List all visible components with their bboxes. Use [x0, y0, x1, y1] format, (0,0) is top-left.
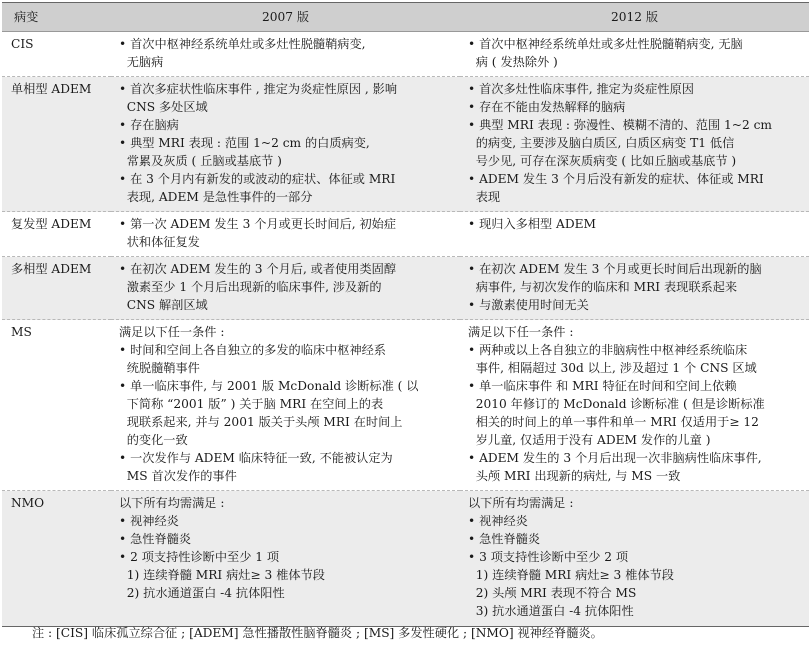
criteria-line: • 在初次 ADEM 发生的 3 个月后, 或者使用类固醇 [119, 262, 397, 276]
criteria-line: 满足以下任一条件 : [119, 325, 225, 339]
criteria-line: • ADEM 发生的 3 个月后出现一次非脑病性临床事件, [468, 451, 762, 465]
row-lesion-name: 单相型 ADEM [2, 77, 111, 212]
criteria-line: • 单一临床事件 和 MRI 特征在时间和空间上依赖 [468, 379, 737, 393]
row-lesion-name: CIS [2, 32, 111, 77]
cell-2012-criteria [460, 320, 809, 491]
table-row [2, 320, 809, 491]
row-lesion-name: NMO [2, 491, 111, 627]
cell-2007-criteria [111, 32, 460, 77]
header-2012: 2012 版 [460, 3, 809, 32]
criteria-line: 头颅 MRI 出现新的病灶, 与 MS 一致 [468, 469, 681, 483]
criteria-line: • ADEM 发生 3 个月后没有新发的症状、体征或 MRI [468, 172, 764, 186]
cell-2007-criteria [111, 77, 460, 212]
criteria-line: 2010 年修订的 McDonald 诊断标准 ( 但是诊断标准 [468, 397, 765, 411]
criteria-line: 以下所有均需满足 : [468, 496, 574, 510]
criteria-line: • 与激素使用时间无关 [468, 298, 589, 312]
criteria-line: 以下所有均需满足 : [119, 496, 225, 510]
criteria-line: CNS 多处区域 [119, 100, 208, 114]
comparison-table [2, 2, 809, 627]
criteria-line: 状和体征复发 [119, 235, 200, 249]
criteria-line: • 典型 MRI 表现 : 范围 1~2 cm 的白质病变, [119, 136, 370, 150]
criteria-line: • 在初次 ADEM 发生 3 个月或更长时间后出现新的脑 [468, 262, 762, 276]
criteria-line: • 典型 MRI 表现 : 弥漫性、模糊不清的、范围 1~2 cm [468, 118, 772, 132]
criteria-line: 相关的时间上的单一事件和单一 MRI 仅适用于≥ 12 [468, 415, 759, 429]
cell-2007-criteria [111, 212, 460, 257]
criteria-line: • 首次中枢神经系统单灶或多灶性脱髓鞘病变, 无脑 [468, 37, 743, 51]
table-row [2, 32, 809, 77]
criteria-line: 现联系起来, 并与 2001 版关于头颅 MRI 在时间上 [119, 415, 403, 429]
criteria-line: 事件, 相隔超过 30d 以上, 涉及超过 1 个 CNS 区域 [468, 361, 757, 375]
table-row [2, 77, 809, 212]
criteria-line: • 时间和空间上各自独立的多发的临床中枢神经系 [119, 343, 386, 357]
cell-2012-criteria [460, 32, 809, 77]
criteria-line: 1) 连续脊髓 MRI 病灶≥ 3 椎体节段 [468, 568, 674, 582]
criteria-line: • 存在不能由发热解释的脑病 [468, 100, 626, 114]
criteria-line: 无脑病 [119, 55, 164, 69]
criteria-line: 2) 抗水通道蛋白 -4 抗体阳性 [119, 586, 285, 600]
table-row [2, 212, 809, 257]
criteria-line: 统脱髓鞘事件 [119, 361, 200, 375]
table-row [2, 257, 809, 320]
header-2007: 2007 版 [111, 3, 460, 32]
table-footnote: 注 : [CIS] 临床孤立综合征 ; [ADEM] 急性播散性脑脊髓炎 ; [MS] 多发性硬化 ; [NMO] 视神经脊髓炎。 [32, 626, 603, 640]
table-body [2, 32, 809, 627]
cell-2012-criteria [460, 491, 809, 627]
criteria-line: • 视神经炎 [119, 514, 179, 528]
row-lesion-name: MS [2, 320, 111, 491]
criteria-line: 的病变, 主要涉及脑白质区, 白质区病变 T1 低信 [468, 136, 735, 150]
criteria-line: • 视神经炎 [468, 514, 528, 528]
criteria-line: 满足以下任一条件 : [468, 325, 574, 339]
table-header-row [2, 3, 809, 32]
criteria-line: • 2 项支持性诊断中至少 1 项 [119, 550, 280, 564]
criteria-line: 常累及灰质 ( 丘脑或基底节 ) [119, 154, 282, 168]
criteria-line: • 首次中枢神经系统单灶或多灶性脱髓鞘病变, [119, 37, 366, 51]
cell-2007-criteria [111, 491, 460, 627]
criteria-line: 病事件, 与初次发作的临床和 MRI 表现联系起来 [468, 280, 738, 294]
row-lesion-name: 多相型 ADEM [2, 257, 111, 320]
cell-2012-criteria [460, 257, 809, 320]
criteria-line: 激素至少 1 个月后出现新的临床事件, 涉及新的 [119, 280, 382, 294]
criteria-line: • 首次多灶性临床事件, 推定为炎症性原因 [468, 82, 694, 96]
criteria-line: 3) 抗水通道蛋白 -4 抗体阳性 [468, 604, 634, 618]
criteria-line: 1) 连续脊髓 MRI 病灶≥ 3 椎体节段 [119, 568, 325, 582]
criteria-line: • 第一次 ADEM 发生 3 个月或更长时间后, 初始症 [119, 217, 397, 231]
criteria-line: CNS 解剖区域 [119, 298, 208, 312]
criteria-line: 岁儿童, 仅适用于没有 ADEM 发作的儿童 ) [468, 433, 711, 447]
criteria-line: • 急性脊髓炎 [468, 532, 541, 546]
cell-2012-criteria [460, 212, 809, 257]
table-row [2, 491, 809, 627]
criteria-line: 下简称 “2001 版” ) 关于脑 MRI 在空间上的表 [119, 397, 384, 411]
criteria-line: • 现归入多相型 ADEM [468, 217, 597, 231]
criteria-line: • 在 3 个月内有新发的或波动的症状、体征或 MRI [119, 172, 396, 186]
criteria-line: • 首次多症状性临床事件 , 推定为炎症性原因 , 影响 [119, 82, 398, 96]
cell-2007-criteria [111, 257, 460, 320]
criteria-line: • 存在脑病 [119, 118, 179, 132]
row-lesion-name: 复发型 ADEM [2, 212, 111, 257]
criteria-line: 表现, ADEM 是急性事件的一部分 [119, 190, 313, 204]
criteria-line: 号少见, 可存在深灰质病变 ( 比如丘脑或基底节 ) [468, 154, 737, 168]
criteria-line: 病 ( 发热除外 ) [468, 55, 558, 69]
criteria-line: • 一次发作与 ADEM 临床特征一致, 不能被认定为 [119, 451, 393, 465]
cell-2007-criteria [111, 320, 460, 491]
criteria-line: MS 首次发作的事件 [119, 469, 237, 483]
criteria-line: 的变化一致 [119, 433, 188, 447]
criteria-line: 2) 头颅 MRI 表现不符合 MS [468, 586, 637, 600]
criteria-line: • 两种或以上各自独立的非脑病性中枢神经系统临床 [468, 343, 748, 357]
criteria-line: 表现 [468, 190, 501, 204]
header-lesion: 病变 [2, 3, 111, 32]
criteria-line: • 3 项支持性诊断中至少 2 项 [468, 550, 629, 564]
cell-2012-criteria [460, 77, 809, 212]
criteria-line: • 急性脊髓炎 [119, 532, 192, 546]
criteria-line: • 单一临床事件, 与 2001 版 McDonald 诊断标准 ( 以 [119, 379, 419, 393]
